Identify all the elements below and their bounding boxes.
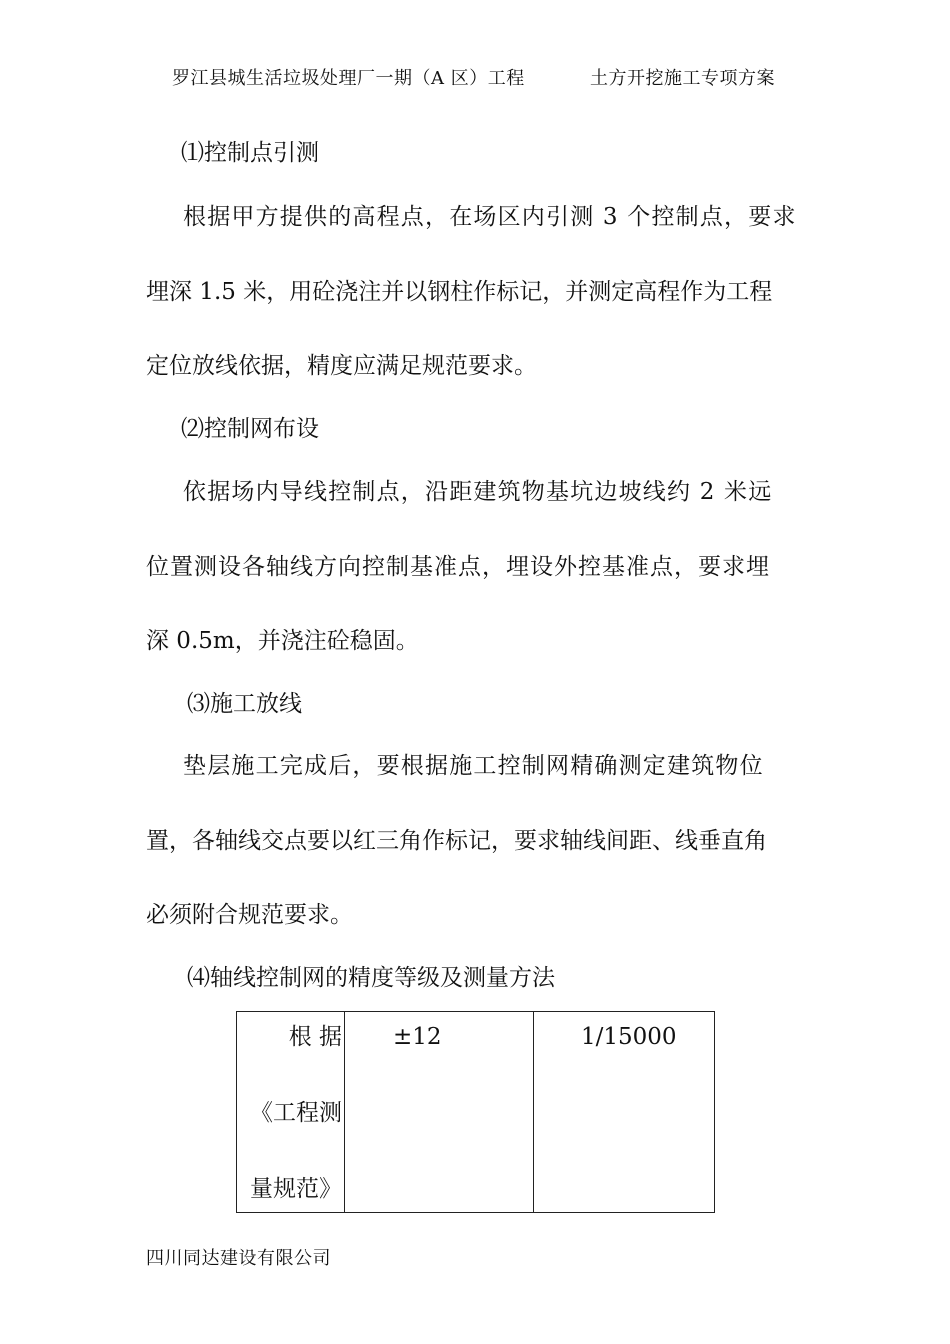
page-header-doc-title: 土方开挖施工专项方案 bbox=[590, 68, 775, 89]
section-heading: ⑶施工放线 bbox=[187, 691, 302, 717]
section-heading: ⑵控制网布设 bbox=[181, 416, 319, 442]
table-cell-line: 《工程测 bbox=[250, 1100, 342, 1126]
table-cell-basis bbox=[237, 1012, 345, 1213]
paragraph-line: 埋深 1.5 米，用砼浇注并以钢柱作标记，并测定高程作为工程 bbox=[146, 279, 773, 305]
table-row bbox=[237, 1012, 715, 1213]
paragraph-line: 垫层施工完成后，要根据施工控制网精确测定建筑物位 bbox=[183, 753, 764, 779]
paragraph-line: 位置测设各轴线方向控制基准点，埋设外控基准点，要求埋 bbox=[146, 554, 770, 580]
page-header-project: 罗江县城生活垃圾处理厂一期（A 区）工程 bbox=[172, 68, 525, 89]
paragraph-line: 定位放线依据，精度应满足规范要求。 bbox=[146, 353, 537, 379]
paragraph-line: 必须附合规范要求。 bbox=[146, 902, 353, 928]
table-cell-tolerance bbox=[345, 1012, 534, 1213]
ratio-value: 1/15000 bbox=[581, 1024, 677, 1050]
paragraph-line: 深 0.5m，并浇注砼稳固。 bbox=[146, 628, 419, 654]
paragraph-line: 根据甲方提供的高程点，在场区内引测 3 个控制点，要求 bbox=[183, 204, 797, 230]
paragraph-line: 依据场内导线控制点，沿距建筑物基坑边坡线约 2 米远 bbox=[183, 479, 773, 505]
table-cell-ratio bbox=[534, 1012, 715, 1213]
table-cell-line: 量规范》 bbox=[250, 1176, 342, 1202]
table-cell-line: 根 据 bbox=[288, 1024, 342, 1050]
page-footer-company: 四川同达建设有限公司 bbox=[146, 1248, 331, 1269]
section-heading: ⑴控制点引测 bbox=[181, 140, 319, 166]
precision-table bbox=[236, 1011, 715, 1213]
tolerance-value: ±12 bbox=[393, 1024, 442, 1050]
section-heading: ⑷轴线控制网的精度等级及测量方法 bbox=[187, 965, 555, 991]
paragraph-line: 置，各轴线交点要以红三角作标记，要求轴线间距、线垂直角 bbox=[146, 828, 767, 854]
